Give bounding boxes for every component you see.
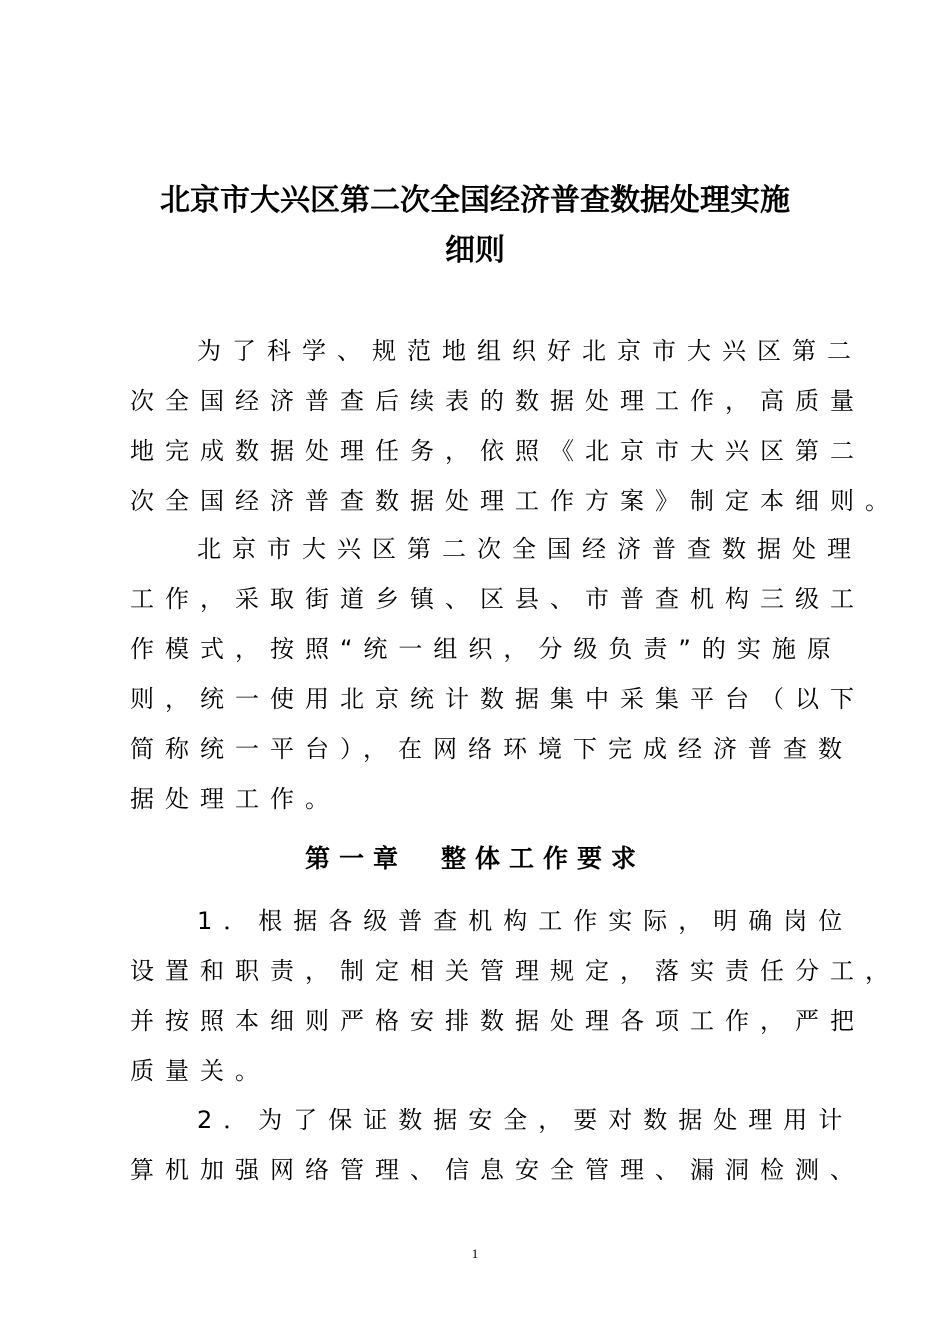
- paragraph-line: 2．为了保证数据安全，要对数据处理用计: [197, 1106, 854, 1134]
- paragraph-line: 据处理工作。: [130, 785, 340, 813]
- paragraph-work-mode: [130, 524, 865, 824]
- title-line: 北京市大兴区第二次全国经济普查数据处理实施: [160, 183, 790, 218]
- paragraph-line: 算机加强网络管理、信息安全管理、漏洞检测、: [130, 1156, 865, 1184]
- paragraph-line: 质量关。: [130, 1057, 270, 1085]
- paragraph-line: 地完成数据处理任务，依照《北京市大兴区第二: [130, 437, 865, 465]
- paragraph-line: 并按照本细则严格安排数据处理各项工作，严把: [130, 1007, 865, 1035]
- title-line: 细则: [445, 233, 505, 268]
- page-number: 1: [471, 1246, 479, 1261]
- paragraph-line: 次全国经济普查后续表的数据处理工作，高质量: [130, 387, 865, 415]
- paragraph-line: 设置和职责，制定相关管理规定，落实责任分工，: [130, 957, 900, 985]
- paragraph-line: 次全国经济普查数据处理工作方案》制定本细则。: [130, 487, 900, 515]
- paragraph-line: 北京市大兴区第二次全国经济普查数据处理: [197, 535, 862, 563]
- paragraph-line: 则，统一使用北京统计数据集中采集平台（以下: [130, 685, 865, 713]
- paragraph-line: 1．根据各级普查机构工作实际，明确岗位: [197, 907, 854, 935]
- list-item-2: [130, 1095, 865, 1195]
- chapter-heading: 第一章 整体工作要求: [304, 844, 645, 873]
- paragraph-line: 简称统一平台），在网络环境下完成经济普查数: [130, 735, 853, 763]
- paragraph-line: 为了科学、规范地组织好北京市大兴区第二: [197, 337, 862, 365]
- paragraph-intro: [130, 326, 900, 526]
- list-item-1: [130, 896, 900, 1096]
- document-title: [120, 176, 830, 276]
- paragraph-line: 工作，采取街道乡镇、区县、市普查机构三级工: [130, 585, 865, 613]
- paragraph-line: 作模式，按照“统一组织，分级负责”的实施原: [130, 635, 842, 663]
